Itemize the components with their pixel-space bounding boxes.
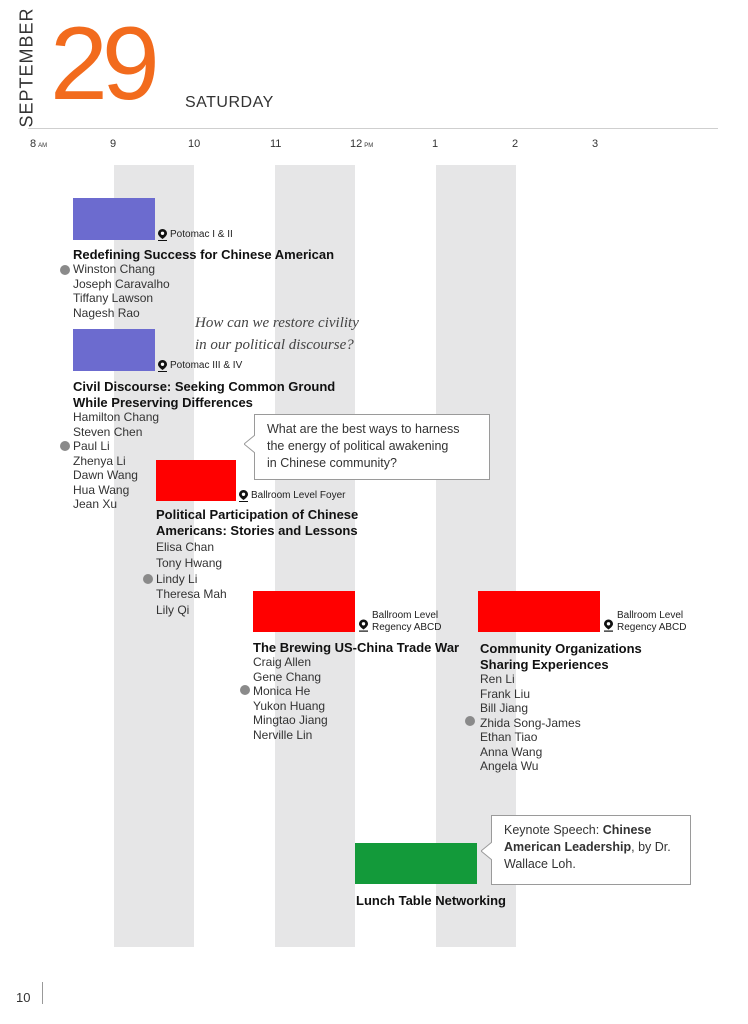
session-title: Civil Discourse: Seeking Common Ground While Preserving Differences (73, 379, 336, 410)
speaker-name: Dawn Wang (73, 468, 138, 482)
session-title: Political Participation of Chinese Americans: Stories and Lessons (156, 507, 359, 538)
page-divider (42, 982, 43, 1004)
speaker-name: Hua Wang (73, 482, 130, 497)
speaker-name: Craig Allen (253, 655, 312, 669)
location-pin-icon (604, 619, 613, 632)
speaker-name: Monica He (253, 684, 311, 698)
speaker-name: Tony Hwang (156, 555, 223, 570)
session-location: Potomac I & II (158, 229, 233, 241)
speaker-name: Steven Chen (73, 424, 143, 439)
hour-label-3: 3 (592, 138, 599, 150)
speaker-name: Jean Xu (73, 497, 118, 511)
session-location: Ballroom Level Regency ABCD (372, 610, 442, 633)
hour-label-9: 9 (110, 138, 117, 150)
speaker-name: Mingtao Jiang (253, 713, 328, 727)
session-block-redefining-success (73, 198, 155, 240)
day-number: 29 (50, 6, 154, 122)
location-pin-icon (239, 490, 248, 502)
speaker-name: Elisa Chan (156, 540, 215, 554)
session-block-lunch (355, 843, 477, 884)
speaker-name: Zhida Song-James (480, 715, 581, 730)
speaker-name: Lindy Li (156, 571, 198, 586)
speaker-name: Frank Liu (480, 686, 531, 701)
speaker-name: Angela Wu (480, 759, 539, 773)
speaker-name: Yukon Huang (253, 698, 326, 713)
location-pin-icon (158, 229, 167, 241)
speaker-name: Nerville Lin (253, 727, 313, 742)
hour-label-1: 1 (432, 138, 439, 150)
speaker-name: Hamilton Chang (73, 410, 160, 424)
callout-pointer-icon (244, 435, 255, 453)
speaker-name: Anna Wang (480, 744, 543, 759)
speaker-name: Nagesh Rao (73, 305, 140, 320)
moderator-icon (465, 716, 475, 726)
moderator-icon (143, 574, 153, 584)
location-pin-icon (359, 619, 368, 632)
speaker-list (73, 410, 159, 512)
speaker-list (253, 655, 328, 742)
session-title: Community Organizations Sharing Experiences (480, 641, 642, 672)
speaker-name: Gene Chang (253, 669, 322, 684)
speaker-name: Tiffany Lawson (73, 291, 154, 305)
session-block-political-participation (156, 460, 236, 501)
callout-pointer-icon (481, 842, 492, 860)
hour-label-8: 8 AM (30, 138, 48, 150)
session-title: The Brewing US-China Trade War (253, 640, 460, 655)
moderator-icon (60, 265, 70, 275)
speaker-list (73, 262, 170, 320)
speaker-name: Joseph Caravalho (73, 276, 170, 291)
header-rule (28, 128, 718, 129)
session-block-civil-discourse (73, 329, 155, 371)
session-location: Ballroom Level Foyer (239, 490, 345, 502)
session-title: Redefining Success for Chinese American (73, 247, 335, 262)
speaker-name: Winston Chang (73, 262, 156, 276)
speaker-name: Theresa Mah (156, 587, 227, 602)
speaker-name: Zhenya Li (73, 453, 126, 468)
session-block-trade-war (253, 591, 355, 632)
speaker-name: Ethan Tiao (480, 730, 538, 744)
hour-label-12: 12 PM (350, 138, 374, 150)
hour-label-2: 2 (512, 138, 519, 150)
month-label: SEPTEMBER (16, 7, 37, 128)
speaker-list (480, 672, 581, 774)
location-pin-icon (158, 360, 167, 372)
hour-label-10: 10 (188, 138, 201, 150)
session-location: Ballroom Level Regency ABCD (617, 610, 687, 633)
hour-band-11-12 (275, 165, 355, 947)
page-number: 10 (16, 990, 31, 1005)
callout-awakening: What are the best ways to harness the energy of political awakening in Chinese community? (254, 414, 490, 480)
speaker-name: Lily Qi (156, 603, 190, 618)
callout-keynote: Keynote Speech: Chinese American Leadership, by Dr. Wallace Loh. (491, 815, 691, 885)
weekday-label: SATURDAY (185, 94, 274, 111)
moderator-icon (240, 685, 250, 695)
speaker-name: Bill Jiang (480, 701, 529, 715)
moderator-icon (60, 441, 70, 451)
session-block-community-organizations (478, 591, 600, 632)
speaker-name: Paul Li (73, 439, 110, 453)
hour-label-11: 11 (270, 138, 282, 150)
quote-civility: How can we restore civility in our political discourse? (195, 315, 359, 353)
speaker-name: Ren Li (480, 672, 515, 686)
session-title: Lunch Table Networking (356, 893, 506, 908)
speaker-list (156, 540, 227, 619)
session-location: Potomac III & IV (158, 360, 242, 372)
